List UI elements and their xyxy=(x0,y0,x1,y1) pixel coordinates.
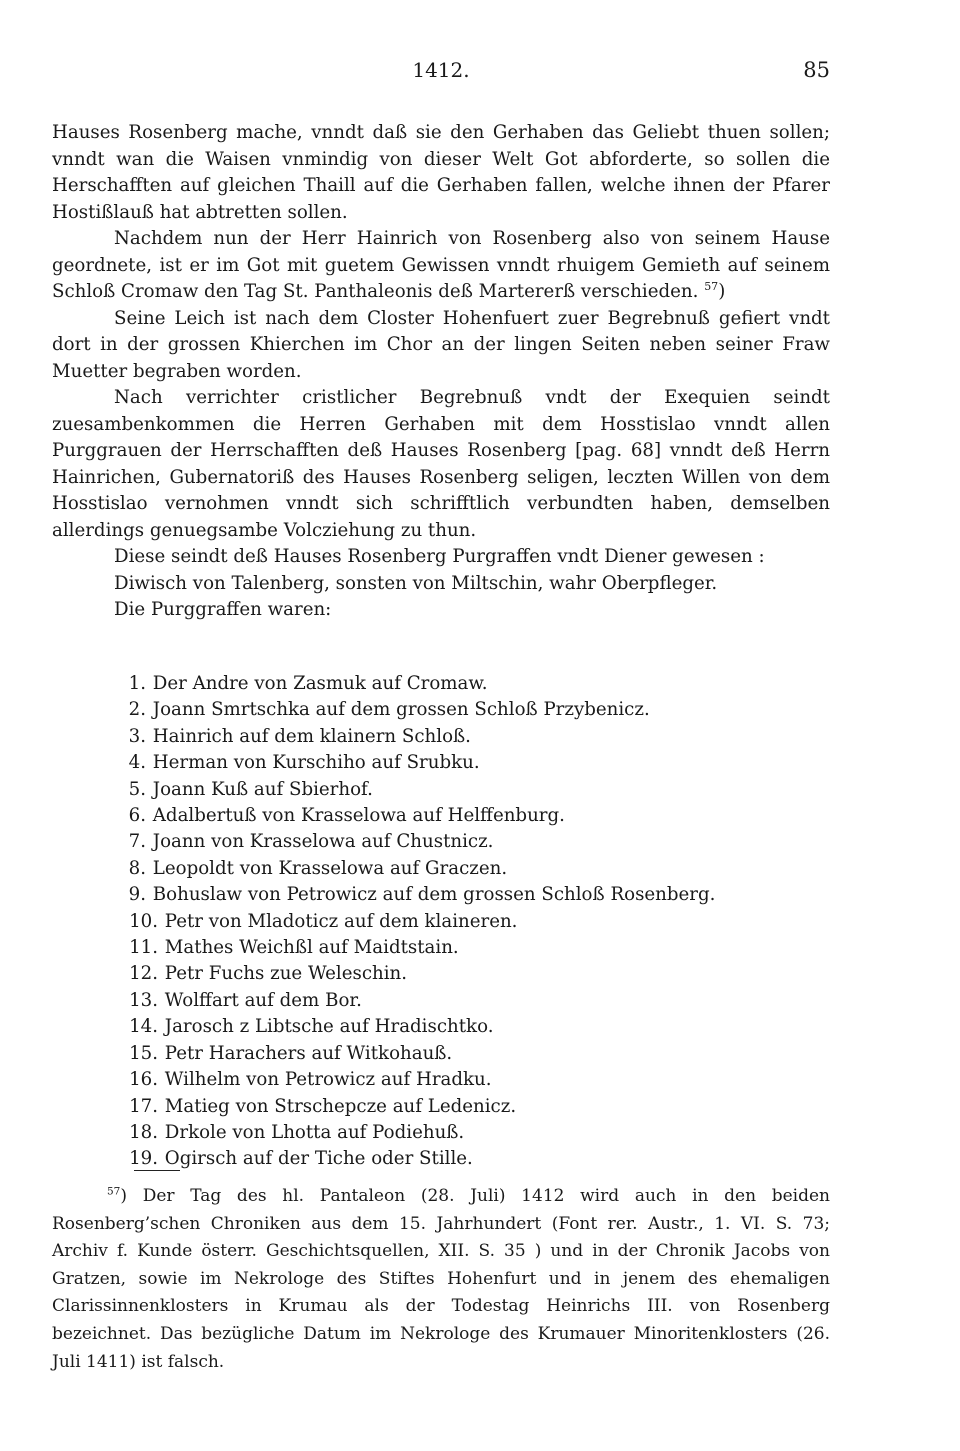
list-item xyxy=(110,803,830,829)
header-year: 1412. xyxy=(412,58,470,82)
footnote-divider xyxy=(134,1170,180,1171)
list-item-number: 18. xyxy=(129,1121,158,1143)
paragraph-line: Die Purggraffen waren: xyxy=(114,599,332,620)
list-item-text: Wilhelm von Petrowicz auf Hradku. xyxy=(164,1069,492,1091)
list-item xyxy=(110,1014,830,1040)
list-item-text: Herman von Kurschiho auf Srubku. xyxy=(152,752,480,774)
list-item xyxy=(110,724,830,750)
list-item-text: Mathes Weichßl auf Maidtstain. xyxy=(164,937,459,959)
list-item-number: 15. xyxy=(129,1042,158,1064)
burgrave-list xyxy=(110,671,830,1173)
main-text xyxy=(52,120,830,624)
list-item-text: Ogirsch auf der Tiche oder Stille. xyxy=(164,1148,473,1170)
list-item-number: 8. xyxy=(128,857,146,879)
list-item-number: 7. xyxy=(128,831,146,853)
list-item-text: Joann von Krasselowa auf Chustnicz. xyxy=(152,831,494,853)
list-item xyxy=(110,856,830,882)
list-item-text: Petr Fuchs zue Weleschin. xyxy=(164,963,408,985)
list-item-text: Jarosch z Libtsche auf Hradischtko. xyxy=(164,1016,494,1038)
paragraph: Nach verrichter cristlicher Begrebnuß vndt der Exequien seindt zuesambenkommen die Herren Gerhaben mit dem Hosstislao vnndt allen Purggrauen der Herrschafften deß Hauses Rosenberg [pag. 68] vnndt deß Herrn Hainrichen, Gubernatoriß des Hauses Rosenberg seligen, leczten Willen von dem Hosstislao vernohmen vnndt sich schrifftlich verbundten haben, demselben allerdings genuegsambe Volcziehung zu thun. xyxy=(52,387,830,541)
paragraph: Seine Leich ist nach dem Closter Hohenfuert zuer Begrebnuß gefiert vndt dort in der grossen Khierchen im Chor an der lingen Seiten neben seiner Fraw Muetter begraben worden. xyxy=(52,307,830,382)
list-item-text: Der Andre von Zasmuk auf Cromaw. xyxy=(152,673,488,694)
list-item-number: 16. xyxy=(129,1069,158,1091)
list-item-text: Matieg von Strschepcze auf Ledenicz. xyxy=(164,1095,517,1117)
paragraph-line: Diwisch von Talenberg, sonsten von Miltschin, wahr Oberpfleger. xyxy=(114,572,718,594)
list-item-text: Joann Smrtschka auf dem grossen Schloß Przybenicz. xyxy=(152,699,650,721)
list-item-text: Wolffart auf dem Bor. xyxy=(164,989,362,1011)
list-item-number: 2. xyxy=(128,699,146,721)
list-item xyxy=(110,829,830,855)
list-item xyxy=(110,1146,830,1172)
paragraph xyxy=(52,226,830,306)
list-item-text: Adalbertuß von Krasselowa auf Helffenburg. xyxy=(152,805,565,827)
list-item-text: Bohuslaw von Petrowicz auf dem grossen Schloß Rosenberg. xyxy=(152,884,716,906)
list-item xyxy=(110,909,830,935)
list-item xyxy=(110,935,830,961)
list-item xyxy=(110,1120,830,1146)
running-header xyxy=(52,58,830,88)
paragraph-text: Nachdem nun der Herr Hainrich von Rosenberg also von seinem Hause geordnete, ist er im Got mit guetem Gewissen vnndt rhuigem Gemieth auf seinem Schloß Cromaw den Tag St. Panthaleonis deß Martererß verschieden. xyxy=(52,228,830,302)
list-item xyxy=(110,697,830,723)
footnote xyxy=(52,1183,830,1376)
list-item-text: Drkole von Lhotta auf Podiehuß. xyxy=(164,1121,465,1143)
list-item-text: Petr Harachers auf Witkohauß. xyxy=(164,1042,453,1064)
footnote-reference: 57 xyxy=(704,279,719,293)
page-number: 85 xyxy=(803,58,830,82)
paragraph: Hauses Rosenberg mache, vnndt daß sie den Gerhaben das Geliebt thuen sollen; vnndt wan die Waisen vnmindig von dieser Welt Got abforderte, so sollen die Herschafften auf gleichen Thaill auf die Gerhaben fallen, welche ihnen der Pfarer Hostißlauß hat abtretten sollen. xyxy=(52,122,830,223)
list-item-number: 4. xyxy=(128,752,146,774)
footnote-reference-paren: ) xyxy=(718,281,726,302)
list-item-number: 1. xyxy=(128,673,146,694)
list-item-number: 5. xyxy=(128,778,146,800)
list-item-number: 9. xyxy=(128,884,146,906)
list-item xyxy=(110,988,830,1014)
list-item-number: 14. xyxy=(129,1016,158,1038)
list-item-text: Hainrich auf dem klainern Schloß. xyxy=(152,725,471,747)
list-item-number: 10. xyxy=(129,910,158,932)
list-item xyxy=(110,1094,830,1120)
list-item xyxy=(110,1067,830,1093)
list-item-number: 11. xyxy=(129,937,158,959)
list-item-number: 6. xyxy=(128,805,146,827)
list-item-text: Petr von Mladoticz auf dem klaineren. xyxy=(164,910,518,932)
list-item-text: Joann Kuß auf Sbierhof. xyxy=(152,778,373,800)
footnote-text xyxy=(52,1183,830,1376)
list-item-number: 17. xyxy=(129,1095,158,1117)
list-item xyxy=(110,882,830,908)
list-item xyxy=(110,750,830,776)
footnote-body: ) Der Tag des hl. Pantaleon (28. Juli) 1412 wird auch in den beiden Rosenberg’schen Chroniken aus dem 15. Jahrhundert (Font rer. Austr., 1. VI. S. 73; Archiv f. Kunde österr. Geschichtsquellen, XII. S. 35 ) und in der Chronik Jacobs von Gratzen, sowie im Nekrologe des Stiftes Hohenfurt und in jenem des ehemaligen Clarissinnenklosters in Krumau als der Todestag Heinrichs III. von Rosenberg bezeichnet. Das bezügliche Datum im Nekrologe des Krumauer Minoritenklosters (26. Juli 1411) ist falsch. xyxy=(52,1186,830,1372)
list-item-number: 19. xyxy=(129,1148,158,1170)
list-item xyxy=(110,961,830,987)
paragraph-line: Diese seindt deß Hauses Rosenberg Purgraffen vndt Diener gewesen : xyxy=(114,546,765,567)
list-item xyxy=(110,671,830,697)
footnote-marker: 57 xyxy=(107,1185,121,1198)
list-item-number: 3. xyxy=(128,725,146,747)
list-item xyxy=(110,777,830,803)
list-item-number: 12. xyxy=(129,963,158,985)
list-item xyxy=(110,1041,830,1067)
list-item-text: Leopoldt von Krasselowa auf Graczen. xyxy=(152,857,508,879)
list-item-number: 13. xyxy=(129,989,158,1011)
